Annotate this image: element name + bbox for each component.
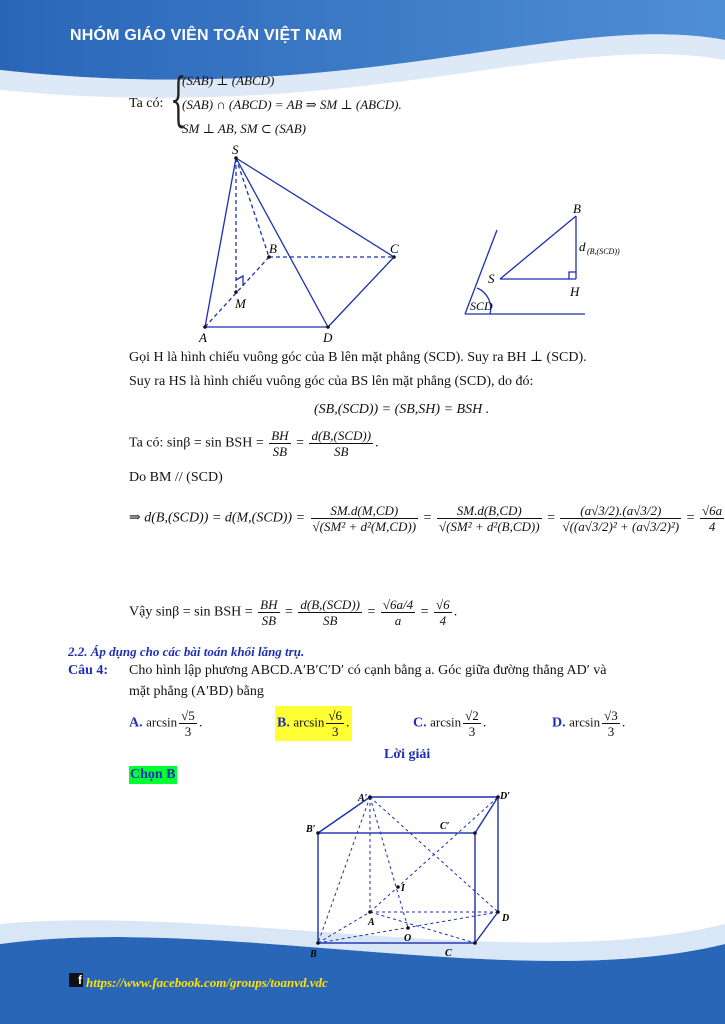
label-M: M: [235, 296, 246, 311]
facebook-icon: f: [69, 973, 83, 987]
cube-label-I: I: [401, 883, 405, 894]
conc-frac-1: $\frac{BH}{SB}$: [260, 597, 278, 628]
header-title: NHÓM GIÁO VIÊN TOÁN VIỆT NAM: [70, 27, 342, 44]
formula-frac-3: $\frac{(a√3/2).(a√3/2)}{\text{√((a√3/2)² + (a√3/2)²)}}$: [562, 503, 680, 534]
conc-frac-3: $\frac{√6a/4}{a}$: [382, 597, 414, 628]
label-SCD: SCD: [470, 299, 493, 313]
cube-label-D: D: [502, 913, 510, 924]
label-B: B: [269, 241, 277, 256]
formula-result: $\frac{√6a}{4}$: [702, 503, 723, 534]
section-title: 2.2. Áp dụng cho các bài toán khối lăng trụ.: [68, 644, 305, 659]
formula-frac-1: $\frac{SM.d(M,CD)}{\text{√(SM² + d²(M,CD))}}$: [312, 503, 417, 534]
footer-link[interactable]: https://www.facebook.com/groups/toanvd.vdc: [86, 975, 328, 990]
cube-label-C: C: [445, 948, 452, 959]
cube-label-Bp: B′: [306, 824, 316, 835]
label-B2: B: [573, 201, 581, 216]
label-C: C: [390, 241, 399, 256]
system-line-2: (SAB) ∩ (ABCD) = AB ⇒ SM ⊥ (ABCD).: [182, 97, 402, 112]
cube-label-B: B: [310, 949, 317, 960]
frac-d-sb: $\frac{\text{d(B,(SCD))}}{SB}$: [311, 428, 372, 459]
label-D: D: [323, 330, 333, 345]
system-brace: {: [170, 65, 187, 133]
text-line-2: Suy ra HS là hình chiếu vuông góc của BS lên mặt phẳng (SCD), do đó:: [129, 374, 534, 389]
label-A: A: [199, 330, 207, 345]
conclusion-line: Vậy sinβ = sin BSH = $\frac{BH}{SB}$ = $\frac{\text{d(B,(SCD))}}{SB}$ = $\frac{√6a/4}{a}$ = $\frac{√6}{4}$ .: [129, 597, 458, 628]
label-d: d: [579, 239, 586, 254]
text-line-1: Gọi H là hình chiếu vuông góc của B lên mặt phẳng (SCD). Suy ra BH ⊥ (SCD).: [129, 350, 587, 365]
distance-formula: ⇒ d(B,(SCD)) = d(M,(SCD)) = $\frac{SM.d(M,CD)}{\text{√(SM² + d²(M,CD))}}$ = $\frac{SM.d(B,CD)}{\text{√(SM² + d²(B,CD))}}$ = $\frac{(a√3/2).(a√3/2)}{\text{√((a√3/2)² + (a√3/2)²)}}$ = $\frac{√6a}{4}$: [129, 503, 723, 534]
option-c[interactable]: C. arcsin $\frac{√2}{3}$ .: [413, 708, 487, 739]
label-S: S: [232, 142, 239, 157]
label-d-sub: (B,(SCD)): [587, 247, 620, 256]
system-line-1: (SAB) ⊥ (ABCD): [182, 73, 275, 88]
conc-frac-4: $\frac{√6}{4}$: [436, 597, 450, 628]
cube-label-A: A: [368, 917, 375, 928]
question-line-1: Cho hình lập phương ABCD.A′B′C′D′ có cạnh bằng a. Góc giữa đường thẳng AD′ và: [129, 663, 607, 678]
formula-lhs: ⇒ d(B,(SCD)) = d(M,(SCD)) =: [129, 510, 306, 526]
conc-frac-2: $\frac{\text{d(B,(SCD))}}{SB}$: [300, 597, 360, 628]
answer-badge: Chọn B: [130, 767, 176, 782]
sin-prefix: Ta có: sinβ = sin BSH =: [129, 435, 264, 451]
cube-figure: [300, 785, 525, 965]
system-intro: Ta có:: [129, 96, 164, 111]
conclusion-prefix: Vậy sinβ = sin BSH =: [129, 604, 253, 620]
option-d[interactable]: D. arcsin $\frac{√3}{3}$ .: [552, 708, 626, 739]
frac-bh-sb: $\frac{BH}{SB}$: [271, 428, 289, 459]
pyramid-figure: [195, 140, 410, 350]
label-H: H: [570, 284, 580, 299]
cube-label-Cp: C′: [440, 821, 450, 832]
text-line-4: Ta có: sinβ = sin BSH = $\frac{BH}{SB}$ = $\frac{\text{d(B,(SCD))}}{SB}$ .: [129, 428, 379, 459]
formula-frac-2: $\frac{SM.d(B,CD)}{\text{√(SM² + d²(B,CD))}}$: [438, 503, 540, 534]
solution-title: Lời giải: [384, 747, 431, 762]
label-S2: S: [488, 271, 495, 286]
system-line-3: SM ⊥ AB, SM ⊂ (SAB): [182, 121, 306, 136]
cube-label-Dp: D′: [500, 791, 511, 802]
cube-label-Ap: A′: [358, 793, 368, 804]
question-label: Câu 4:: [68, 663, 109, 678]
text-line-3: (SB,(SCD)) = (SB,SH) = BSH .: [314, 402, 490, 417]
question-line-2: mặt phẳng (A′BD) bằng: [129, 684, 264, 699]
option-a[interactable]: A. arcsin $\frac{√5}{3}$ .: [129, 708, 203, 739]
distance-figure: [455, 200, 635, 325]
option-b[interactable]: B. arcsin $\frac{√6}{3}$ .: [277, 708, 350, 739]
text-line-5: Do BM // (SCD): [129, 470, 223, 485]
cube-label-O: O: [404, 933, 412, 944]
